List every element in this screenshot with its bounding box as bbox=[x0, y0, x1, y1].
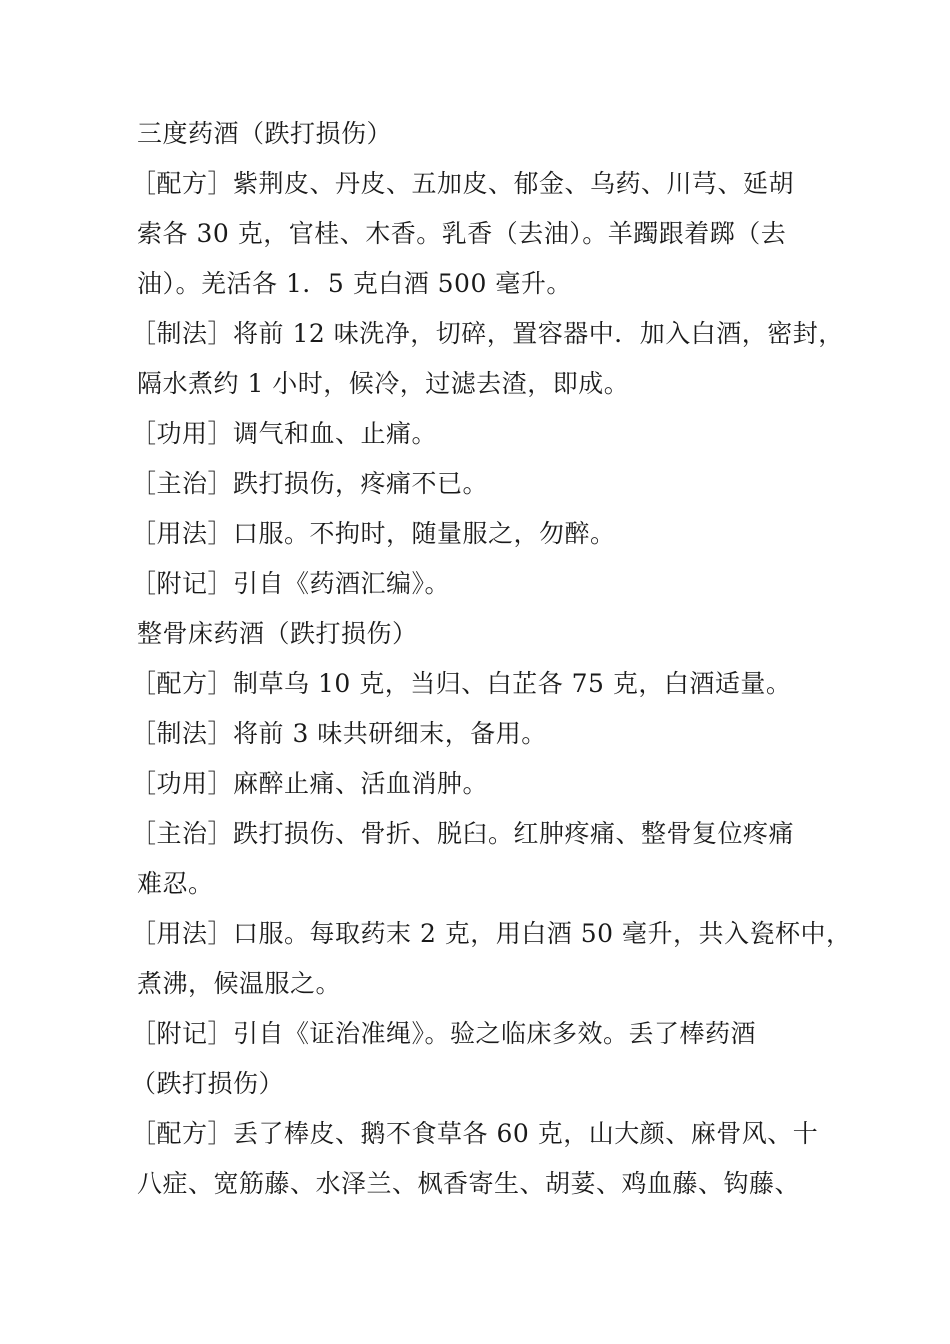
recipe-title-zhenggu-chuang-yaojiu: 整骨床药酒（跌打损伤） bbox=[137, 619, 418, 648]
text-line: ［配方］丢了棒皮、鹅不食草各 60 克，山大颜、麻骨风、十 bbox=[131, 1119, 819, 1148]
text-line: ［功用］调气和血、止痛。 bbox=[131, 419, 438, 448]
text-line: ［制法］将前 3 味共研细末，备用。 bbox=[131, 719, 547, 748]
text-line: ［主治］跌打损伤、骨折、脱臼。红肿疼痛、整骨复位疼痛 bbox=[131, 819, 795, 848]
text-line: ［附记］引自《药酒汇编》。 bbox=[131, 569, 451, 598]
text-line: 八症、宽筋藤、水泽兰、枫香寄生、胡荽、鸡血藤、钩藤、 bbox=[137, 1169, 801, 1198]
text-line: ［制法］将前 12 味洗净，切碎，置容器中．加入白酒，密封， bbox=[131, 319, 844, 348]
recipe-title-sandu-yaojiu: 三度药酒（跌打损伤） bbox=[137, 119, 393, 148]
text-line: 难忍。 bbox=[137, 869, 214, 898]
recipe-title-diuliao-bang-yaojiu: （跌打损伤） bbox=[131, 1069, 285, 1098]
text-line: ［配方］制草乌 10 克，当归、白芷各 75 克，白酒适量。 bbox=[131, 669, 792, 698]
text-line: 煮沸，候温服之。 bbox=[137, 969, 342, 998]
text-line: ［配方］紫荆皮、丹皮、五加皮、郁金、乌药、川芎、延胡 bbox=[131, 169, 795, 198]
text-line: ［附记］引自《证治准绳》。验之临床多效。丢了棒药酒 bbox=[131, 1019, 757, 1048]
text-line: ［功用］麻醉止痛、活血消肿。 bbox=[131, 769, 489, 798]
text-line: 油）。羌活各 1．5 克白酒 500 毫升。 bbox=[137, 269, 572, 298]
text-line: ［用法］口服。不拘时，随量服之，勿醉。 bbox=[131, 519, 616, 548]
text-line: 隔水煮约 1 小时，候冷，过滤去渣，即成。 bbox=[137, 369, 630, 398]
text-line: 索各 30 克，官桂、木香。乳香（去油）。羊躅跟着踯（去 bbox=[137, 219, 787, 248]
text-line: ［主治］跌打损伤，疼痛不已。 bbox=[131, 469, 489, 498]
text-line: ［用法］口服。每取药末 2 克，用白酒 50 毫升，共入瓷杯中， bbox=[131, 919, 852, 948]
